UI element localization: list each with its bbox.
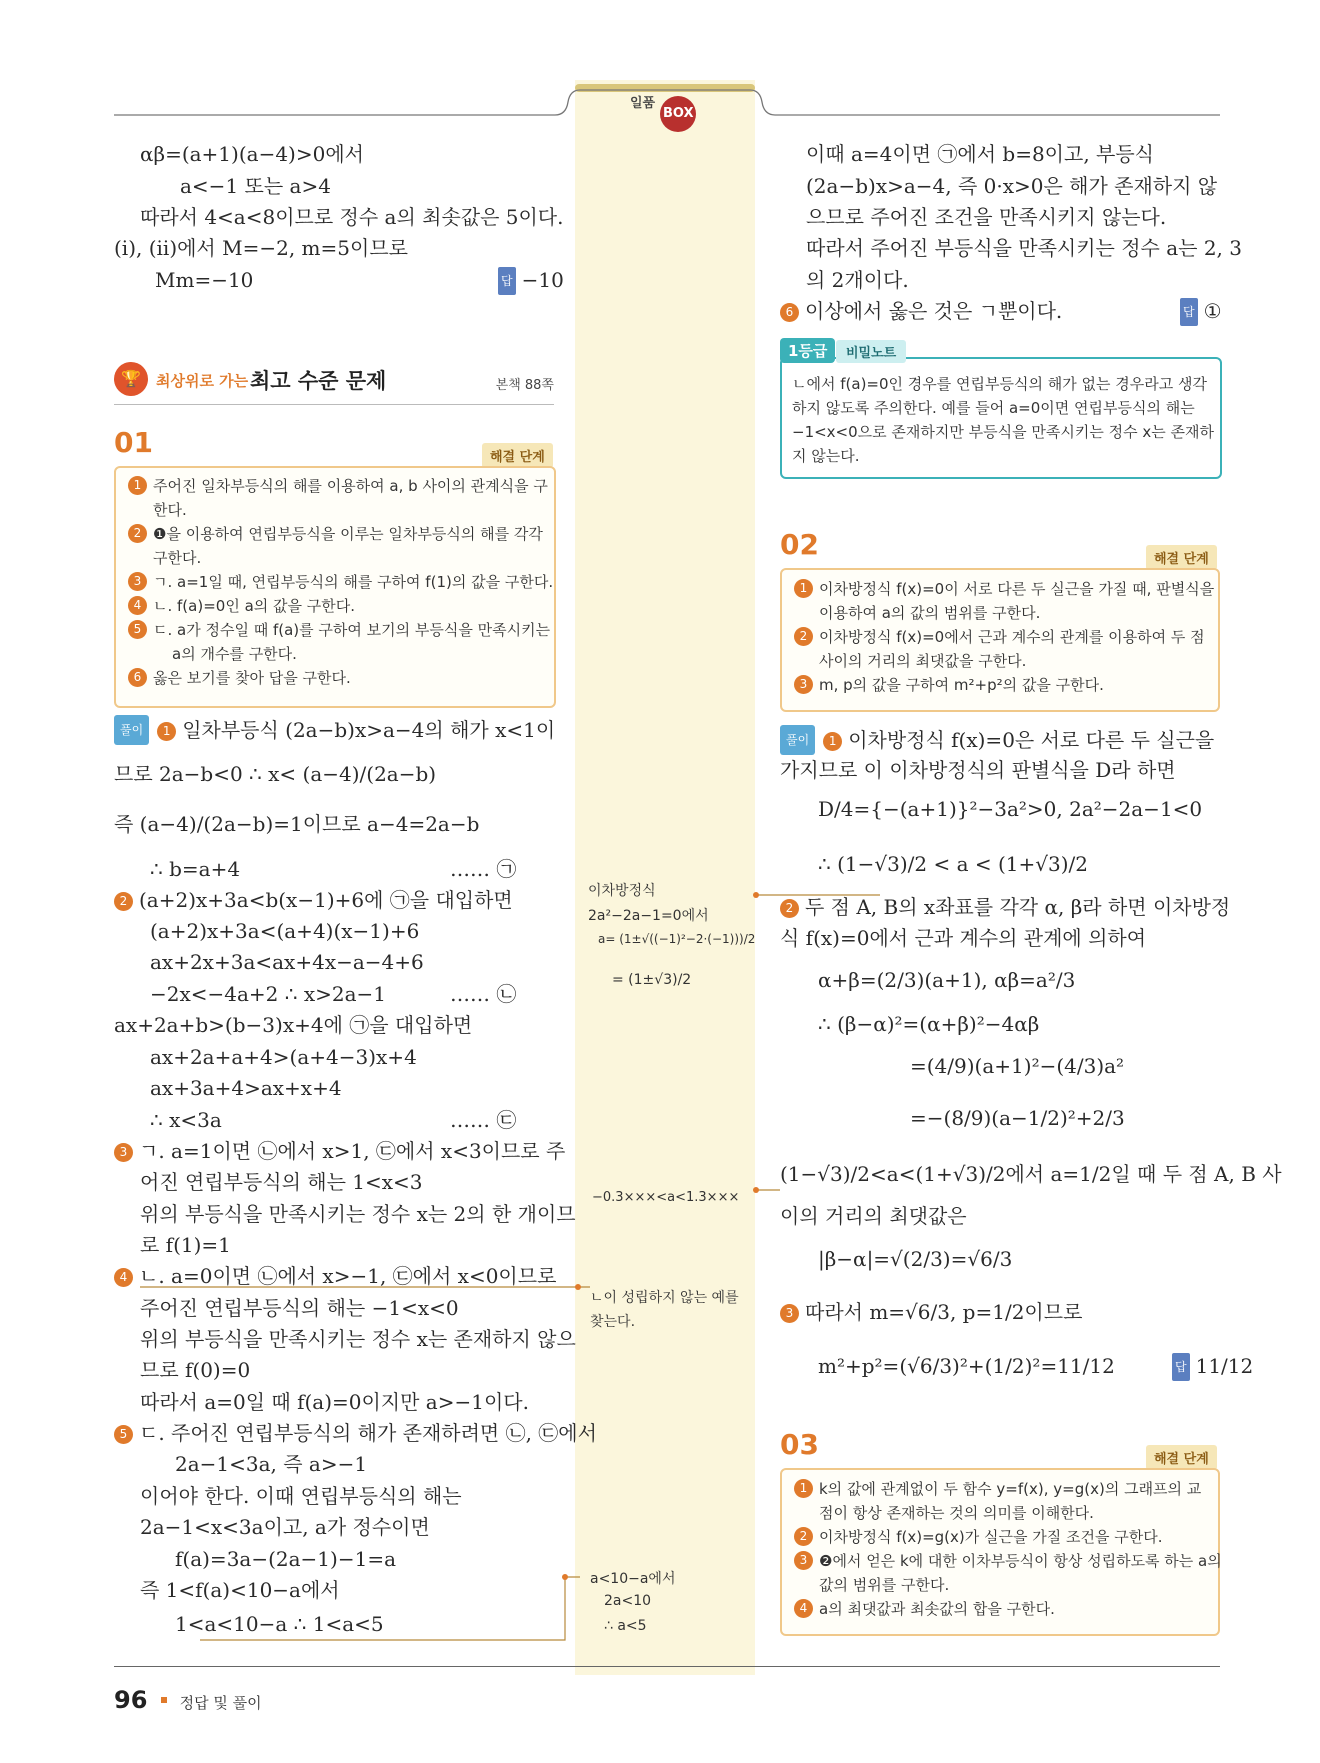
p03-step-3: 3 ❷에서 얻은 k에 대한 이차부등식이 항상 성립하도록 하는 a의 <box>794 1549 1222 1573</box>
center-note-1-line4: = (1±√3)/2 <box>612 972 692 988</box>
center-note-3-line1: ㄴ이 성립하지 않는 예를 <box>590 1290 739 1306</box>
p02-sol-9: =(4/9)(a+1)²−(4/3)a² <box>910 1054 1125 1078</box>
p01-marker-3: …… ㉢ <box>450 1108 517 1132</box>
p01-step-1: 1 주어진 일차부등식의 해를 이용하여 a, b 사이의 관계식을 구 <box>128 474 548 498</box>
tip-grade: 1등급 <box>780 338 835 363</box>
footer <box>114 1686 262 1714</box>
p03-step-1: 1 k의 값에 관계없이 두 함수 y=f(x), y=g(x)의 그래프의 교 <box>794 1477 1201 1501</box>
p01-sol-6: (a+2)x+3a<(a+4)(x−1)+6 <box>150 919 420 943</box>
p01-sol-17: 4 ㄴ. a=0이면 ㉡에서 x>−1, ㉢에서 x<0이므로 <box>114 1262 556 1290</box>
problem-03-number: 03 <box>780 1428 819 1461</box>
p02-sol-4: ∴ (1−√3)/2 < a < (1+√3)/2 <box>818 852 1088 876</box>
p01-step-5: 5 ㄷ. a가 정수일 때 f(a)를 구하여 보기의 부등식을 만족시키는 <box>128 618 550 642</box>
p02-answer: 답 11/12 <box>1172 1352 1253 1381</box>
p01-step-5b: a의 개수를 구한다. <box>172 645 297 663</box>
p01-sol-18: 주어진 연립부등식의 해는 −1<x<0 <box>140 1296 459 1320</box>
p01-sol-15: 위의 부등식을 만족시키는 정수 x는 2의 한 개이므 <box>140 1202 576 1226</box>
p01-sol-28: 1<a<10−a ∴ 1<a<5 <box>175 1612 384 1636</box>
center-note-4-line3: ∴ a<5 <box>604 1618 647 1634</box>
p02-sol-8: ∴ (β−α)²=(α+β)²−4αβ <box>818 1012 1040 1036</box>
right-top-line-2: (2a−b)x>a−4, 즉 0·x>0은 해가 존재하지 않 <box>806 174 1218 198</box>
p02-sol-15: m²+p²=(√6/3)²+(1/2)²=11/12 <box>818 1354 1115 1378</box>
left-top-line-3: 따라서 4<a<8이므로 정수 a의 최솟값은 5이다. <box>140 205 564 229</box>
p01-step-3: 3 ㄱ. a=1일 때, 연립부등식의 해를 구하여 f(1)의 값을 구한다. <box>128 570 553 594</box>
tip-label: 비밀노트 <box>836 340 906 363</box>
left-top-line-1: αβ=(a+1)(a−4)>0에서 <box>140 142 364 166</box>
center-note-1-line2: 2a²−2a−1=0에서 <box>588 908 709 924</box>
answer-label: 답 <box>498 267 516 295</box>
p01-step-6: 6 옳은 보기를 찾아 답을 구한다. <box>128 666 351 690</box>
p01-step-2b: 구한다. <box>153 549 202 567</box>
left-top-line-4: (i), (ii)에서 M=−2, m=5이므로 <box>114 236 408 260</box>
p01-marker-2: …… ㉡ <box>450 982 517 1006</box>
left-top-line-2: a<−1 또는 a>4 <box>180 174 331 198</box>
p02-sol-10: =−(8/9)(a−1/2)²+2/3 <box>910 1106 1125 1130</box>
p01-step-4: 4 ㄴ. f(a)=0인 a의 값을 구한다. <box>128 594 355 618</box>
p01-sol-2: 므로 2a−b<0 ∴ x< (a−4)/(2a−b) <box>114 762 437 786</box>
page-number: 96 <box>114 1686 148 1714</box>
tip-line-4: 지 않는다. <box>792 447 860 465</box>
right-top-answer: 답 ① <box>1180 297 1222 326</box>
p02-sol-1: 풀이 1 이차방정식 f(x)=0은 서로 다른 두 실근을 <box>780 725 1214 755</box>
center-note-4-line1: a<10−a에서 <box>590 1571 676 1587</box>
p01-sol-16: 로 f(1)=1 <box>140 1233 231 1257</box>
box-prefix: 일품 <box>630 96 656 111</box>
p01-sol-7: ax+2x+3a<ax+4x−a−4+6 <box>150 950 424 974</box>
p01-step-2: 2 ❶을 이용하여 연립부등식을 이루는 일차부등식의 해를 각각 <box>128 522 543 546</box>
p01-sol-9: ax+2a+b>(b−3)x+4에 ㉠을 대입하면 <box>114 1013 473 1037</box>
p02-sol-11: (1−√3)/2<a<(1+√3)/2에서 a=1/2일 때 두 점 A, B 사 <box>780 1162 1282 1186</box>
problem-01-number: 01 <box>114 426 153 459</box>
tip-line-3: −1<x<0으로 존재하지만 부등식을 만족시키는 정수 x는 존재하 <box>792 423 1214 441</box>
p03-step-4: 4 a의 최댓값과 최솟값의 합을 구한다. <box>794 1597 1055 1621</box>
p02-sol-3: D/4={−(a+1)}²−3a²>0, 2a²−2a−1<0 <box>818 797 1203 821</box>
section-title: 최고 수준 문제 <box>250 369 387 393</box>
problem-03-tag: 해결 단계 <box>1146 1445 1217 1470</box>
right-top-line-4: 따라서 주어진 부등식을 만족시키는 정수 a는 2, 3 <box>806 236 1242 260</box>
p01-sol-11: ax+3a+4>ax+x+4 <box>150 1076 342 1100</box>
p01-sol-12: ∴ x<3a <box>150 1108 222 1132</box>
center-note-4-line2: 2a<10 <box>604 1593 652 1609</box>
right-top-line-1: 이때 a=4이면 ㉠에서 b=8이고, 부등식 <box>806 142 1154 166</box>
tip-line-1: ㄴ에서 f(a)=0인 경우를 연립부등식의 해가 없는 경우라고 생각 <box>792 375 1207 393</box>
trophy-icon: 🏆 <box>114 362 148 396</box>
footer-title: 정답 및 풀이 <box>179 1694 262 1712</box>
p02-sol-5: 2 두 점 A, B의 x좌표를 각각 α, β라 하면 이차방정 <box>780 893 1230 921</box>
p01-sol-1: 풀이 1 일차부등식 (2a−b)x>a−4의 해가 x<1이 <box>114 715 555 745</box>
right-top-line-3: 으므로 주어진 조건을 만족시키지 않는다. <box>806 205 1167 229</box>
p02-step-3: 3 m, p의 값을 구하여 m²+p²의 값을 구한다. <box>794 673 1104 697</box>
p02-step-2b: 사이의 거리의 최댓값을 구한다. <box>819 652 1027 670</box>
p02-sol-12: 이의 거리의 최댓값은 <box>780 1204 967 1228</box>
p01-sol-24: 이어야 한다. 이때 연립부등식의 해는 <box>140 1484 462 1508</box>
problem-02-number: 02 <box>780 528 819 561</box>
tip-line-2: 하지 않도록 주의한다. 예를 들어 a=0이면 연립부등식의 해는 <box>792 399 1195 417</box>
p01-sol-3: 즉 (a−4)/(2a−b)=1이므로 a−4=2a−b <box>114 812 480 836</box>
p02-sol-6: 식 f(x)=0에서 근과 계수의 관계에 의하여 <box>780 926 1147 950</box>
p01-sol-8: −2x<−4a+2 ∴ x>2a−1 <box>150 982 387 1006</box>
p01-sol-19: 위의 부등식을 만족시키는 정수 x는 존재하지 않으 <box>140 1327 576 1351</box>
p01-sol-27: 즉 1<f(a)<10−a에서 <box>140 1578 340 1602</box>
center-note-2: −0.3×××<a<1.3××× <box>592 1190 740 1205</box>
p01-sol-10: ax+2a+a+4>(a+4−3)x+4 <box>150 1045 417 1069</box>
p03-step-1b: 점이 항상 존재하는 것의 의미를 이해한다. <box>819 1504 1094 1522</box>
p03-step-3b: 값의 범위를 구한다. <box>819 1576 950 1594</box>
center-note-3-line2: 찾는다. <box>590 1314 636 1330</box>
p01-sol-26: f(a)=3a−(2a−1)−1=a <box>175 1547 396 1571</box>
section-ref: 본책 88쪽 <box>495 378 554 393</box>
p01-sol-22: 5 ㄷ. 주어진 연립부등식의 해가 존재하려면 ㉡, ㉢에서 <box>114 1419 597 1447</box>
p02-sol-7: α+β=(2/3)(a+1), αβ=a²/3 <box>818 968 1076 992</box>
problem-02-tag: 해결 단계 <box>1146 545 1217 570</box>
p01-sol-23: 2a−1<3a, 즉 a>−1 <box>175 1452 368 1476</box>
p01-sol-14: 어진 연립부등식의 해는 1<x<3 <box>140 1170 423 1194</box>
p01-sol-25: 2a−1<x<3a이고, a가 정수이면 <box>140 1515 430 1539</box>
footer-dot <box>161 1697 167 1703</box>
p03-step-2: 2 이차방정식 f(x)=g(x)가 실근을 가질 조건을 구한다. <box>794 1525 1162 1549</box>
p02-sol-2: 가지므로 이 이차방정식의 판별식을 D라 하면 <box>780 758 1176 782</box>
right-top-line-6: 6 이상에서 옳은 것은 ㄱ뿐이다. <box>780 297 1062 325</box>
p01-sol-20: 므로 f(0)=0 <box>140 1358 251 1382</box>
p01-sol-21: 따라서 a=0일 때 f(a)=0이지만 a>−1이다. <box>140 1390 529 1414</box>
p02-sol-13: |β−α|=√(2/3)=√6/3 <box>818 1247 1013 1271</box>
right-top-line-5: 의 2개이다. <box>806 268 909 292</box>
problem-01-tag: 해결 단계 <box>482 443 553 468</box>
p01-step-1b: 한다. <box>153 501 187 519</box>
p02-step-1b: 이용하여 a의 값의 범위를 구한다. <box>819 604 1041 622</box>
p01-marker-1: …… ㉠ <box>450 857 517 881</box>
p01-sol-5: 2 (a+2)x+3a<b(x−1)+6에 ㉠을 대입하면 <box>114 886 513 914</box>
answer-value: −10 <box>521 268 564 292</box>
center-note-1-title: 이차방정식 <box>588 883 656 899</box>
p01-sol-4: ∴ b=a+4 <box>150 857 241 881</box>
left-top-line-5: Mm=−10 <box>155 268 254 292</box>
center-note-1-line3: a= (1±√((−1)²−2·(−1)))/2 <box>598 932 756 946</box>
p02-step-2: 2 이차방정식 f(x)=0에서 근과 계수의 관계를 이용하여 두 점 <box>794 625 1205 649</box>
p02-step-1: 1 이차방정식 f(x)=0이 서로 다른 두 실근을 가질 때, 판별식을 <box>794 577 1214 601</box>
p02-sol-14: 3 따라서 m=√6/3, p=1/2이므로 <box>780 1298 1082 1326</box>
box-badge: BOX <box>660 96 696 132</box>
section-prefix: 최상위로 가는 <box>156 372 249 390</box>
p01-sol-13: 3 ㄱ. a=1이면 ㉡에서 x>1, ㉢에서 x<3이므로 주 <box>114 1137 565 1165</box>
footer-rule <box>114 1666 1220 1667</box>
